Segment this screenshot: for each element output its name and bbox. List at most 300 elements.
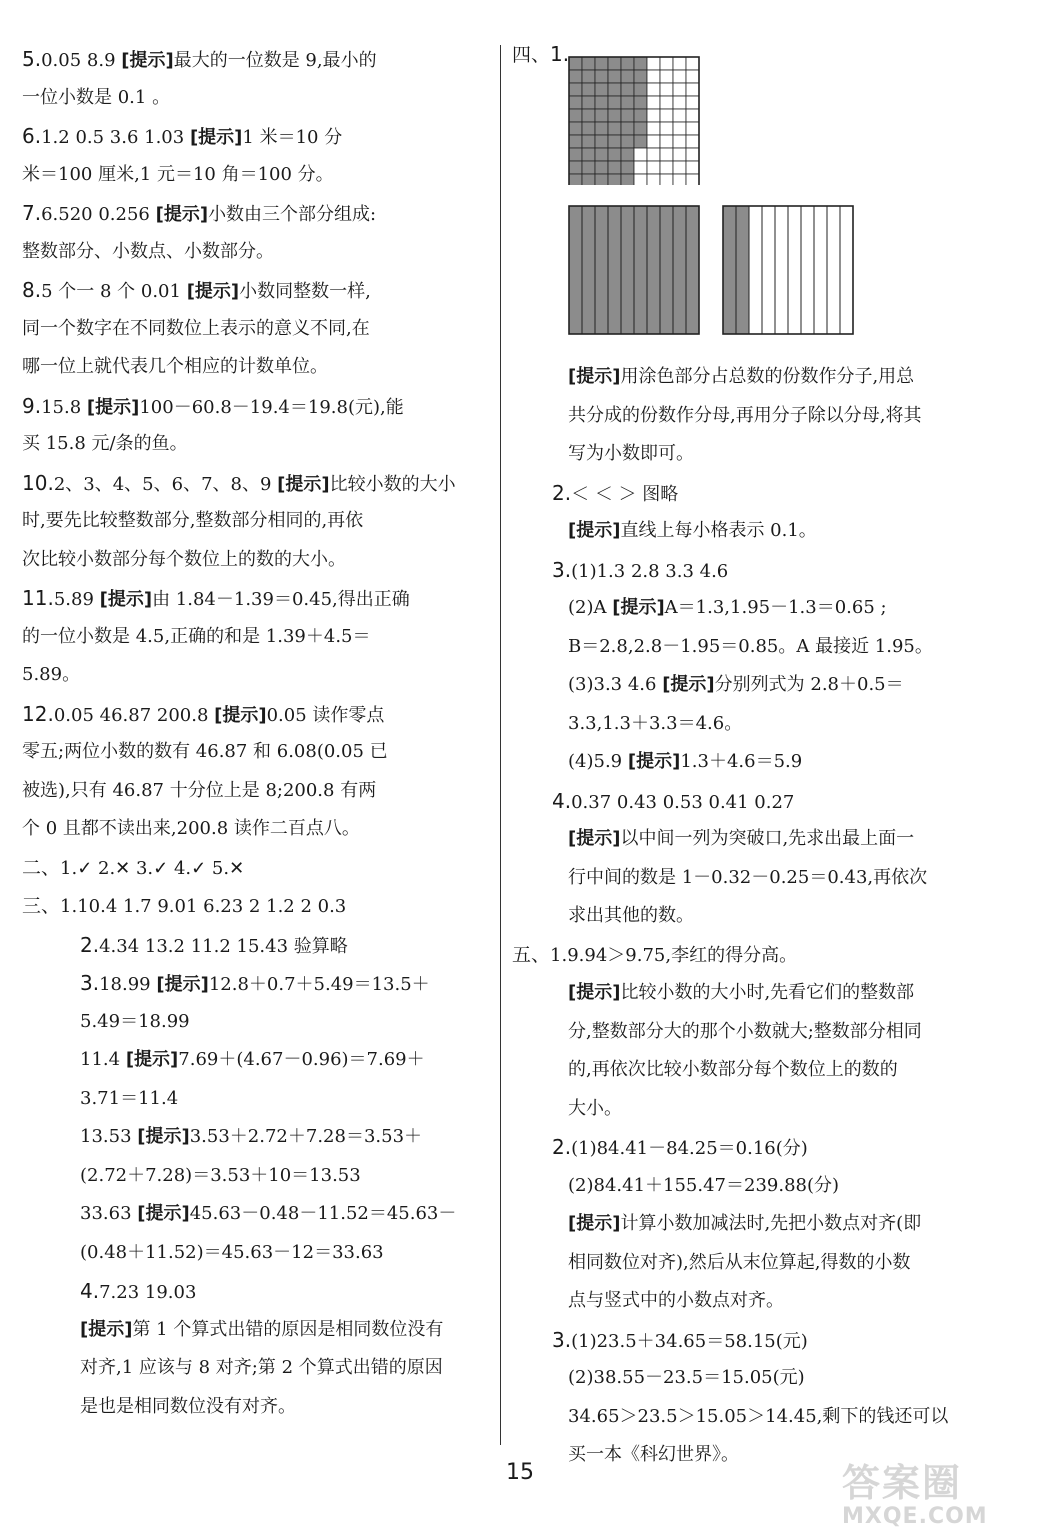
grid-cell bbox=[634, 148, 647, 161]
grid-cell bbox=[660, 96, 673, 109]
grid-cell-shaded bbox=[634, 70, 647, 83]
grid-cell-shaded bbox=[608, 174, 621, 185]
bar-two-strip bbox=[814, 206, 827, 334]
answer-text: 个 0 且都不读出来,200.8 读作二百点八。 bbox=[22, 818, 360, 839]
bar-one-strip-shaded bbox=[608, 206, 621, 334]
item-number: 3. bbox=[80, 971, 100, 995]
answer-text: 分,整数部分大的那个小数就大;整数部分相同 bbox=[568, 1020, 922, 1042]
section-label: 二、 bbox=[22, 856, 61, 879]
left-column bbox=[22, 40, 492, 1426]
text-line bbox=[22, 1080, 492, 1119]
grid-cell bbox=[647, 148, 660, 161]
grid-cell-shaded bbox=[569, 135, 582, 148]
text-line bbox=[512, 705, 992, 744]
right-lines bbox=[512, 358, 992, 1475]
grid-cell bbox=[647, 57, 660, 70]
grid-cell-shaded bbox=[582, 122, 595, 135]
text-line bbox=[512, 589, 992, 628]
grid-cell-shaded bbox=[634, 122, 647, 135]
answer-text: 哪一位上就代表几个相应的计数单位。 bbox=[22, 356, 328, 377]
grid-cell-shaded bbox=[608, 161, 621, 174]
hint-tag: [提示] bbox=[137, 1126, 190, 1147]
answer-text: 5.49＝18.99 bbox=[80, 1010, 190, 1032]
grid-cell bbox=[647, 161, 660, 174]
item-number: 4. bbox=[552, 788, 572, 813]
text-line bbox=[22, 1388, 492, 1427]
section-label: 五、 bbox=[512, 943, 551, 966]
grid-cell bbox=[686, 70, 699, 83]
text-line bbox=[512, 397, 992, 436]
bar-two-strip-shaded bbox=[736, 206, 749, 334]
text-line bbox=[22, 618, 492, 657]
grid-cell-shaded bbox=[582, 57, 595, 70]
answer-text: 13.53 bbox=[80, 1126, 138, 1147]
answer-text: 一位小数是 0.1 。 bbox=[22, 86, 171, 108]
text-line bbox=[512, 551, 992, 590]
grid-cell bbox=[660, 148, 673, 161]
hint-text: A＝1.3,1.95－1.3＝0.65 ; bbox=[664, 597, 887, 618]
grid-cell bbox=[647, 135, 660, 148]
grid-cell bbox=[647, 122, 660, 135]
hint-text: 0.05 读作零点 bbox=[266, 704, 385, 726]
grid-cell-shaded bbox=[569, 122, 582, 135]
grid-cell bbox=[686, 83, 699, 96]
hint-text: 比较小数的大小时,先看它们的整数部 bbox=[620, 982, 915, 1003]
grid-cell-shaded bbox=[582, 70, 595, 83]
item-number: 2. bbox=[552, 1135, 572, 1159]
hint-tag: [提示] bbox=[662, 674, 715, 695]
text-line bbox=[22, 40, 492, 79]
page-number: 15 bbox=[506, 1460, 534, 1485]
grid-cell-shaded bbox=[634, 57, 647, 70]
text-line bbox=[22, 656, 492, 695]
text-line bbox=[512, 1090, 992, 1129]
grid-cell bbox=[673, 161, 686, 174]
grid-cell-shaded bbox=[582, 135, 595, 148]
answer-text: 买一本《科幻世界》。 bbox=[568, 1444, 739, 1465]
grid-cell-shaded bbox=[621, 135, 634, 148]
hint-tag: [提示] bbox=[568, 520, 621, 541]
hint-text: 第 1 个算式出错的原因是相同数位没有 bbox=[132, 1318, 444, 1340]
answer-text: 5 个一 8 个 0.01 bbox=[41, 281, 187, 302]
answer-text: 零五;两位小数的数有 46.87 和 6.08(0.05 已 bbox=[22, 741, 388, 762]
text-line bbox=[22, 1195, 492, 1234]
bar-one-strip-shaded bbox=[673, 206, 686, 334]
hint-text: 计算小数加减法时,先把小数点对齐(即 bbox=[620, 1213, 922, 1234]
hint-tag: [提示] bbox=[568, 1213, 621, 1234]
item-number: 2. bbox=[80, 932, 100, 957]
grid-cell-shaded bbox=[634, 135, 647, 148]
grid-cell bbox=[647, 70, 660, 83]
hint-tag: [提示] bbox=[121, 50, 174, 71]
text-line bbox=[22, 387, 492, 426]
answer-text: 大小。 bbox=[568, 1097, 622, 1119]
text-line bbox=[22, 695, 492, 734]
answer-text: 次比较小数部分每个数位上的数的大小。 bbox=[22, 548, 346, 570]
grid-cell-shaded bbox=[634, 109, 647, 122]
answer-text: ＜ ＜ ＞ 图略 bbox=[571, 483, 679, 505]
hint-tag: [提示] bbox=[86, 396, 140, 418]
answer-text: 11.4 bbox=[80, 1049, 126, 1070]
answer-text: 米＝100 厘米,1 元＝10 角＝100 分。 bbox=[22, 163, 334, 185]
grid-cell-shaded bbox=[595, 83, 608, 96]
grid-cell bbox=[673, 135, 686, 148]
answer-text: 的一位小数是 4.5,正确的和是 1.39＋4.5＝ bbox=[22, 625, 371, 647]
grid-cell-shaded bbox=[595, 122, 608, 135]
grid-cell-shaded bbox=[621, 148, 634, 161]
item-number: 11. bbox=[22, 586, 54, 610]
grid-cell-shaded bbox=[608, 109, 621, 122]
grid-cell bbox=[660, 70, 673, 83]
text-line bbox=[22, 156, 492, 195]
bar-two-strip bbox=[788, 206, 801, 334]
answer-text: 15.8 bbox=[41, 396, 87, 418]
bar-one-strip-shaded bbox=[595, 206, 608, 334]
answer-text: 的,再依次比较小数部分每个数位上的数的 bbox=[568, 1059, 898, 1080]
text-line bbox=[512, 1321, 992, 1360]
grid-cell bbox=[634, 161, 647, 174]
answer-text: 时,要先比较整数部分,整数部分相同的,再依 bbox=[22, 510, 364, 531]
item-number: 8. bbox=[22, 278, 42, 302]
hint-tag: [提示] bbox=[155, 204, 209, 225]
grid-cell-shaded bbox=[608, 83, 621, 96]
answer-text: 1.✓ 2.✕ 3.✓ 4.✓ 5.✕ bbox=[60, 857, 245, 879]
answer-text: 2、3、4、5、6、7、8、9 bbox=[53, 473, 278, 495]
text-line bbox=[512, 474, 992, 513]
text-line bbox=[22, 233, 492, 272]
text-line bbox=[512, 897, 992, 936]
grid-cell bbox=[686, 96, 699, 109]
grid-cell bbox=[660, 161, 673, 174]
grid-cell bbox=[686, 57, 699, 70]
text-line bbox=[512, 936, 992, 975]
hint-tag: [提示] bbox=[612, 597, 665, 618]
answer-text: (2)A bbox=[568, 597, 613, 618]
answer-text: 3.71＝11.4 bbox=[80, 1087, 179, 1109]
answer-text: 0.37 0.43 0.53 0.41 0.27 bbox=[571, 791, 795, 813]
grid-cell-shaded bbox=[621, 161, 634, 174]
bar-two-strip bbox=[801, 206, 814, 334]
answer-text: 点与竖式中的小数点对齐。 bbox=[568, 1290, 784, 1311]
text-line bbox=[512, 859, 992, 898]
grid-cell bbox=[686, 122, 699, 135]
text-line bbox=[22, 1311, 492, 1350]
grid-cell bbox=[673, 122, 686, 135]
hint-text: 直线上每小格表示 0.1。 bbox=[620, 520, 817, 541]
hint-tag: [提示] bbox=[568, 982, 621, 1003]
grid-cell-shaded bbox=[569, 109, 582, 122]
hint-tag: [提示] bbox=[125, 1049, 179, 1070]
answer-text: 共分成的份数作分母,再用分子除以分母,将其 bbox=[568, 404, 922, 426]
text-line bbox=[22, 1234, 492, 1273]
text-line bbox=[22, 1157, 492, 1196]
text-line bbox=[22, 541, 492, 580]
hint-text: 1 米＝10 分 bbox=[242, 127, 343, 148]
item-number: 3. bbox=[552, 1327, 572, 1352]
hint-text: 12.8＋0.7＋5.49＝13.5＋ bbox=[208, 974, 430, 995]
text-line bbox=[512, 1359, 992, 1398]
grid-cell-shaded bbox=[595, 96, 608, 109]
answer-text: 7.23 19.03 bbox=[99, 1282, 197, 1303]
hint-tag: [提示] bbox=[568, 366, 621, 387]
grid-cell-shaded bbox=[608, 135, 621, 148]
answer-text: 5.89。 bbox=[22, 664, 81, 685]
text-line bbox=[512, 1128, 992, 1167]
answer-text: 1.2 0.5 3.6 1.03 bbox=[41, 127, 190, 148]
text-line bbox=[512, 512, 992, 551]
text-line bbox=[512, 1167, 992, 1206]
hint-text: 1.3＋4.6＝5.9 bbox=[680, 751, 803, 772]
right-column bbox=[512, 40, 992, 1475]
text-line bbox=[22, 310, 492, 349]
text-line bbox=[22, 926, 492, 965]
item-number: 1. bbox=[550, 42, 570, 66]
grid-cell bbox=[660, 109, 673, 122]
grid-cell-shaded bbox=[621, 109, 634, 122]
grid-cell-shaded bbox=[582, 109, 595, 122]
hint-tag: [提示] bbox=[156, 974, 209, 995]
hint-text: 由 1.84－1.39＝0.45,得出正确 bbox=[152, 589, 410, 610]
answer-text: 是也是相同数位没有对齐。 bbox=[80, 1395, 296, 1417]
text-line bbox=[22, 1041, 492, 1080]
bar-two-strip bbox=[762, 206, 775, 334]
answer-text: 相同数位对齐),然后从末位算起,得数的小数 bbox=[568, 1251, 911, 1273]
text-line bbox=[512, 1205, 992, 1244]
grid-cell bbox=[673, 83, 686, 96]
item-number: 6. bbox=[22, 124, 42, 148]
grid-cell bbox=[686, 148, 699, 161]
watermark-logo bbox=[842, 1462, 1032, 1532]
text-line bbox=[22, 194, 492, 233]
grid-cell-shaded bbox=[582, 96, 595, 109]
text-line bbox=[512, 628, 992, 667]
answer-text: 买 15.8 元/条的鱼。 bbox=[22, 433, 188, 454]
grid-cell-shaded bbox=[595, 174, 608, 185]
text-line bbox=[22, 271, 492, 310]
answer-text: 4.34 13.2 11.2 15.43 验算略 bbox=[99, 935, 348, 957]
hint-text: 7.69＋(4.67－0.96)＝7.69＋ bbox=[178, 1049, 425, 1070]
hint-tag: [提示] bbox=[99, 589, 153, 610]
text-line bbox=[22, 1003, 492, 1042]
grid-cell-shaded bbox=[621, 57, 634, 70]
text-line bbox=[22, 464, 492, 503]
text-line bbox=[22, 79, 492, 118]
bar-one-strip-shaded bbox=[582, 206, 595, 334]
text-line bbox=[512, 974, 992, 1013]
grid-cell bbox=[673, 109, 686, 122]
hint-tag: [提示] bbox=[627, 751, 681, 772]
grid-cell-shaded bbox=[621, 83, 634, 96]
text-line bbox=[512, 743, 992, 782]
grid-cell bbox=[660, 122, 673, 135]
grid-cell bbox=[673, 174, 686, 185]
tenths-bars-figure bbox=[567, 204, 867, 336]
text-line bbox=[22, 348, 492, 387]
hint-tag: [提示] bbox=[277, 473, 330, 495]
bar-one-strip-shaded bbox=[569, 206, 582, 334]
text-line bbox=[22, 964, 492, 1003]
text-line bbox=[512, 1051, 992, 1090]
grid-cell-shaded bbox=[595, 161, 608, 174]
bar-two-strip-shaded bbox=[723, 206, 736, 334]
grid-cell-shaded bbox=[595, 148, 608, 161]
answer-text: 34.65＞23.5＞15.05＞14.45,剩下的钱还可以 bbox=[568, 1405, 949, 1427]
hundred-grid-figure bbox=[567, 55, 707, 185]
grid-cell-shaded bbox=[621, 122, 634, 135]
grid-cell-shaded bbox=[621, 96, 634, 109]
answer-text: (1)84.41－84.25＝0.16(分) bbox=[571, 1138, 808, 1159]
grid-cell-shaded bbox=[569, 57, 582, 70]
answer-text: (2)38.55－23.5＝15.05(元) bbox=[568, 1367, 805, 1388]
answer-text: 对齐,1 应该与 8 对齐;第 2 个算式出错的原因 bbox=[80, 1357, 443, 1378]
hint-text: 分别列式为 2.8＋0.5＝ bbox=[714, 674, 904, 695]
grid-cell bbox=[686, 161, 699, 174]
grid-cell-shaded bbox=[608, 57, 621, 70]
hint-tag: [提示] bbox=[214, 704, 267, 726]
answer-text: (1)23.5＋34.65＝58.15(元) bbox=[571, 1330, 808, 1352]
bar-one-strip-shaded bbox=[634, 206, 647, 334]
answer-text: (2)84.41＋155.47＝239.88(分) bbox=[568, 1174, 840, 1196]
text-line bbox=[22, 1118, 492, 1157]
answer-text: (2.72＋7.28)＝3.53＋10＝13.53 bbox=[80, 1164, 361, 1186]
grid-cell-shaded bbox=[634, 96, 647, 109]
bar-one-strip-shaded bbox=[647, 206, 660, 334]
hint-tag: [提示] bbox=[189, 127, 243, 148]
grid-cell-shaded bbox=[569, 70, 582, 83]
answer-text: 被选),只有 46.87 十分位上是 8;200.8 有两 bbox=[22, 779, 377, 801]
grid-cell-shaded bbox=[582, 148, 595, 161]
text-line bbox=[512, 1013, 992, 1052]
hint-tag: [提示] bbox=[137, 1203, 190, 1224]
grid-cell-shaded bbox=[595, 109, 608, 122]
text-line bbox=[512, 1282, 992, 1321]
grid-cell-shaded bbox=[608, 70, 621, 83]
grid-cell-shaded bbox=[569, 161, 582, 174]
answer-text: 1.9.94＞9.75,李红的得分高。 bbox=[550, 944, 798, 966]
grid-cell bbox=[686, 109, 699, 122]
grid-cell-shaded bbox=[582, 161, 595, 174]
hint-text: 用涂色部分占总数的份数作分子,用总 bbox=[620, 366, 915, 387]
text-line bbox=[22, 425, 492, 464]
grid-cell-shaded bbox=[595, 135, 608, 148]
grid-cell bbox=[647, 109, 660, 122]
grid-cell-shaded bbox=[634, 83, 647, 96]
text-line bbox=[22, 772, 492, 811]
hint-text: 以中间一列为突破口,先求出最上面一 bbox=[620, 828, 915, 849]
item-number: 5. bbox=[22, 47, 42, 71]
answer-text: 18.99 bbox=[99, 974, 157, 995]
bar-two-strip bbox=[840, 206, 853, 334]
grid-cell bbox=[686, 174, 699, 185]
grid-cell bbox=[673, 70, 686, 83]
fraction-figures bbox=[512, 80, 992, 358]
section-label: 四、 bbox=[512, 44, 551, 66]
text-line bbox=[512, 1244, 992, 1283]
text-line bbox=[512, 1398, 992, 1437]
grid-cell bbox=[660, 174, 673, 185]
grid-cell bbox=[673, 148, 686, 161]
answer-text: 3.3,1.3＋3.3＝4.6。 bbox=[568, 712, 743, 734]
answer-text: 33.63 bbox=[80, 1203, 138, 1224]
answer-text: 行中间的数是 1－0.32－0.25＝0.43,再依次 bbox=[568, 866, 928, 888]
grid-cell-shaded bbox=[595, 57, 608, 70]
text-line bbox=[512, 358, 992, 397]
grid-cell-shaded bbox=[569, 174, 582, 185]
grid-cell bbox=[660, 135, 673, 148]
text-line bbox=[22, 502, 492, 541]
grid-cell bbox=[673, 96, 686, 109]
hint-tag: [提示] bbox=[568, 828, 621, 849]
bar-one-strip-shaded bbox=[621, 206, 634, 334]
text-line bbox=[22, 1349, 492, 1388]
answer-text: 整数部分、小数点、小数部分。 bbox=[22, 240, 274, 262]
answer-text: 0.05 8.9 bbox=[41, 50, 122, 71]
item-number: 7. bbox=[22, 201, 42, 225]
hint-tag: [提示] bbox=[80, 1318, 133, 1340]
bar-one-strip-shaded bbox=[686, 206, 699, 334]
bar-two-strip bbox=[749, 206, 762, 334]
answer-text: (1)1.3 2.8 3.3 4.6 bbox=[571, 560, 729, 582]
watermark-text: 答案圈 bbox=[842, 1461, 963, 1505]
item-number: 12. bbox=[22, 701, 54, 726]
grid-cell-shaded bbox=[608, 96, 621, 109]
answer-text: B＝2.8,2.8－1.95＝0.85。A 最接近 1.95。 bbox=[568, 635, 933, 657]
hint-text: 小数同整数一样, bbox=[239, 281, 371, 302]
text-line bbox=[512, 782, 992, 821]
grid-cell bbox=[647, 174, 660, 185]
grid-cell-shaded bbox=[621, 174, 634, 185]
grid-cell-shaded bbox=[569, 96, 582, 109]
hint-text: 45.63－0.48－11.52＝45.63－ bbox=[189, 1203, 457, 1224]
grid-cell bbox=[660, 83, 673, 96]
grid-cell-shaded bbox=[595, 70, 608, 83]
answer-text: 0.05 46.87 200.8 bbox=[53, 704, 215, 726]
column-divider bbox=[500, 45, 501, 1445]
grid-cell-shaded bbox=[608, 148, 621, 161]
text-line bbox=[512, 435, 992, 474]
grid-cell-shaded bbox=[582, 174, 595, 185]
hint-text: 3.53＋2.72＋7.28＝3.53＋ bbox=[189, 1126, 423, 1147]
item-number: 9. bbox=[22, 393, 42, 418]
hint-text: 100－60.8－19.4＝19.8(元),能 bbox=[139, 396, 404, 418]
grid-cell bbox=[634, 174, 647, 185]
hint-text: 比较小数的大小 bbox=[329, 473, 456, 495]
grid-cell-shaded bbox=[582, 83, 595, 96]
text-line bbox=[512, 666, 992, 705]
text-line bbox=[22, 117, 492, 156]
answer-text: 求出其他的数。 bbox=[568, 905, 694, 926]
section-label: 三、 bbox=[22, 895, 61, 917]
grid-cell bbox=[647, 96, 660, 109]
bar-one-strip-shaded bbox=[660, 206, 673, 334]
text-line bbox=[22, 1272, 492, 1311]
hint-text: 小数由三个部分组成: bbox=[208, 204, 377, 225]
grid-cell bbox=[660, 57, 673, 70]
grid-cell-shaded bbox=[569, 148, 582, 161]
answer-text: (0.48＋11.52)＝45.63－12＝33.63 bbox=[80, 1241, 384, 1263]
grid-cell-shaded bbox=[621, 70, 634, 83]
text-line bbox=[22, 887, 492, 926]
answer-text: (4)5.9 bbox=[568, 751, 628, 772]
text-line bbox=[22, 849, 492, 888]
watermark-url: MXQE.COM bbox=[842, 1504, 988, 1529]
item-number: 2. bbox=[552, 480, 572, 505]
answer-text: 1.10.4 1.7 9.01 6.23 2 1.2 2 0.3 bbox=[60, 896, 347, 917]
text-line bbox=[22, 810, 492, 849]
grid-cell bbox=[686, 135, 699, 148]
text-line bbox=[512, 820, 992, 859]
text-line bbox=[22, 579, 492, 618]
